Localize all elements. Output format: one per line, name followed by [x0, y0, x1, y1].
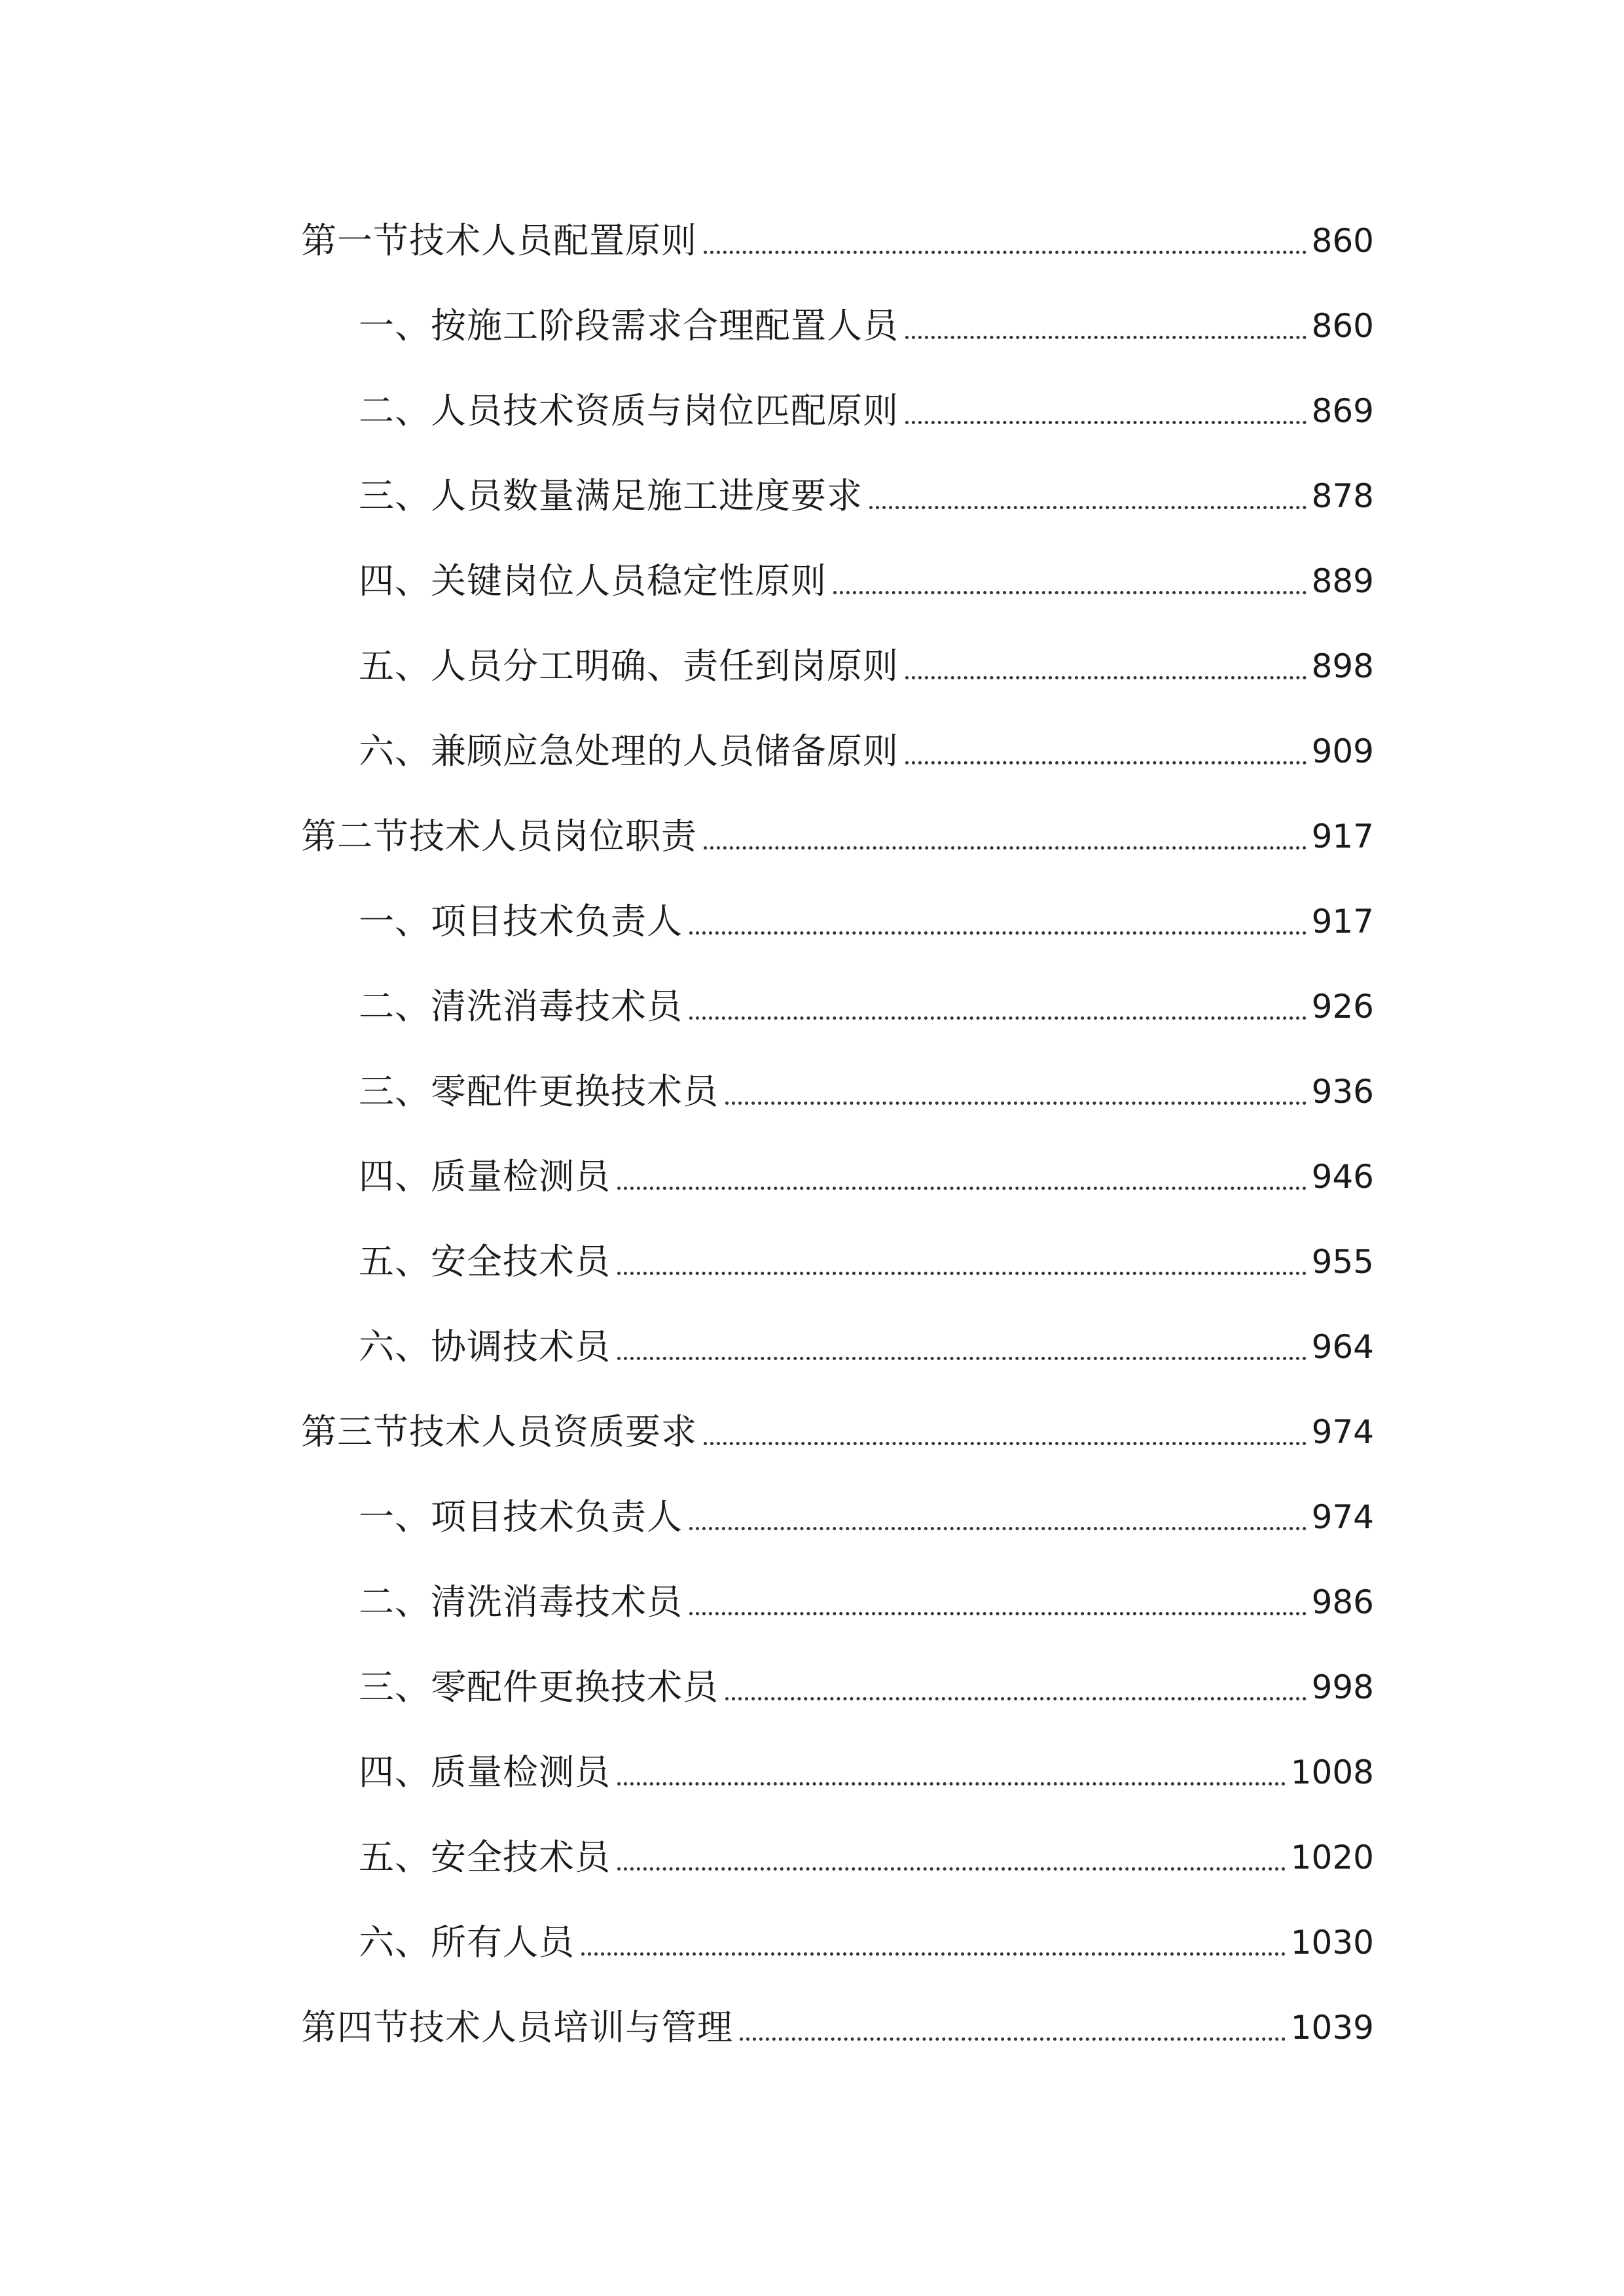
- toc-entry: [359, 1236, 1374, 1288]
- toc-entry-title: 四、质量检测员: [359, 1156, 611, 1197]
- toc-entry-title: 六、协调技术员: [359, 1326, 611, 1367]
- toc-entry: [301, 215, 1374, 267]
- toc-entry-title: 第二节技术人员岗位职责: [301, 816, 697, 857]
- toc-entry: [359, 980, 1374, 1033]
- toc-page-number: 898: [1311, 647, 1374, 685]
- toc-entry: [359, 1576, 1374, 1628]
- toc-entry-title: 第一节技术人员配置原则: [301, 220, 697, 261]
- toc-page-number: 1008: [1290, 1753, 1374, 1791]
- toc-dot-leader: [704, 1442, 1307, 1445]
- toc-page-number: 878: [1311, 477, 1374, 515]
- toc-dot-leader: [689, 1612, 1307, 1615]
- toc-page-number: 964: [1311, 1328, 1374, 1366]
- toc-dot-leader: [833, 591, 1307, 594]
- toc-entry-title: 一、按施工阶段需求合理配置人员: [359, 305, 899, 346]
- toc-entry: [359, 300, 1374, 352]
- toc-page-number: 974: [1311, 1413, 1374, 1451]
- toc-dot-leader: [869, 506, 1307, 509]
- toc-entry: [359, 1066, 1374, 1118]
- toc-entry-title: 四、关键岗位人员稳定性原则: [359, 560, 827, 601]
- toc-dot-leader: [617, 1272, 1307, 1275]
- toc-entry: [359, 470, 1374, 522]
- toc-entry: [359, 555, 1374, 607]
- toc-entry-title: 三、人员数量满足施工进度要求: [359, 475, 863, 516]
- toc-page-number: 1030: [1290, 1924, 1374, 1962]
- toc-dot-leader: [617, 1357, 1307, 1360]
- toc-dot-leader: [581, 1952, 1286, 1956]
- toc-page-number: 917: [1311, 903, 1374, 941]
- toc-entry-title: 五、人员分工明确、责任到岗原则: [359, 645, 899, 687]
- toc-page-number: 889: [1311, 562, 1374, 600]
- toc-page-number: 986: [1311, 1583, 1374, 1621]
- toc-entry-title: 一、项目技术负责人: [359, 901, 683, 942]
- toc-dot-leader: [617, 1867, 1286, 1871]
- toc-dot-leader: [689, 931, 1307, 935]
- toc-entry-title: 三、零配件更换技术员: [359, 1666, 719, 1708]
- toc-dot-leader: [905, 676, 1307, 679]
- toc-dot-leader: [704, 846, 1307, 850]
- toc-page-number: 926: [1311, 988, 1374, 1026]
- toc-page-number: 860: [1311, 307, 1374, 345]
- toc-dot-leader: [617, 1187, 1307, 1190]
- toc-page-number: 998: [1311, 1668, 1374, 1706]
- toc-entry: [359, 1151, 1374, 1203]
- toc-dot-leader: [689, 1016, 1307, 1020]
- toc-page-number: 909: [1311, 732, 1374, 770]
- toc-dot-leader: [905, 336, 1307, 339]
- toc-entry: [359, 725, 1374, 778]
- toc-entry: [301, 2001, 1374, 2054]
- toc-page-number: 869: [1311, 392, 1374, 430]
- toc-entry: [359, 1321, 1374, 1373]
- toc-entry-title: 五、安全技术员: [359, 1241, 611, 1282]
- toc-entry-title: 二、清洗消毒技术员: [359, 1581, 683, 1623]
- toc-entry: [359, 1746, 1374, 1799]
- toc-dot-leader: [704, 251, 1307, 254]
- toc-entry: [359, 1491, 1374, 1543]
- toc-entry-title: 四、质量检测员: [359, 1751, 611, 1793]
- toc-page-number: 860: [1311, 222, 1374, 260]
- toc-entry: [359, 1831, 1374, 1884]
- toc-entry: [301, 1406, 1374, 1458]
- toc-page-number: 955: [1311, 1243, 1374, 1281]
- toc-entry: [359, 385, 1374, 437]
- toc-page-number: 917: [1311, 817, 1374, 855]
- toc-entry-title: 第四节技术人员培训与管理: [301, 2007, 733, 2048]
- toc-entry: [359, 895, 1374, 948]
- toc-entry: [359, 640, 1374, 692]
- toc-dot-leader: [740, 2037, 1286, 2041]
- toc-dot-leader: [617, 1782, 1286, 1785]
- toc-page-number: 936: [1311, 1073, 1374, 1111]
- toc-entry-title: 五、安全技术员: [359, 1837, 611, 1878]
- toc-dot-leader: [725, 1102, 1307, 1105]
- toc-page-number: 946: [1311, 1158, 1374, 1196]
- toc-page-number: 1039: [1290, 2009, 1374, 2047]
- toc-entry-title: 六、所有人员: [359, 1922, 575, 1963]
- toc-entry-title: 第三节技术人员资质要求: [301, 1411, 697, 1452]
- toc-entry: [359, 1916, 1374, 1969]
- toc-dot-leader: [725, 1697, 1307, 1700]
- toc-page-number: 1020: [1290, 1839, 1374, 1876]
- toc-entry-title: 二、清洗消毒技术员: [359, 986, 683, 1027]
- toc-dot-leader: [689, 1527, 1307, 1530]
- toc-entry-title: 三、零配件更换技术员: [359, 1071, 719, 1112]
- toc-entry-title: 一、项目技术负责人: [359, 1496, 683, 1537]
- toc-entry: [301, 810, 1374, 863]
- toc-page-number: 974: [1311, 1498, 1374, 1536]
- toc-dot-leader: [905, 421, 1307, 424]
- toc-entry: [359, 1661, 1374, 1713]
- toc-entry-title: 六、兼顾应急处理的人员储备原则: [359, 730, 899, 772]
- toc-dot-leader: [905, 761, 1307, 764]
- toc-entry-title: 二、人员技术资质与岗位匹配原则: [359, 390, 899, 431]
